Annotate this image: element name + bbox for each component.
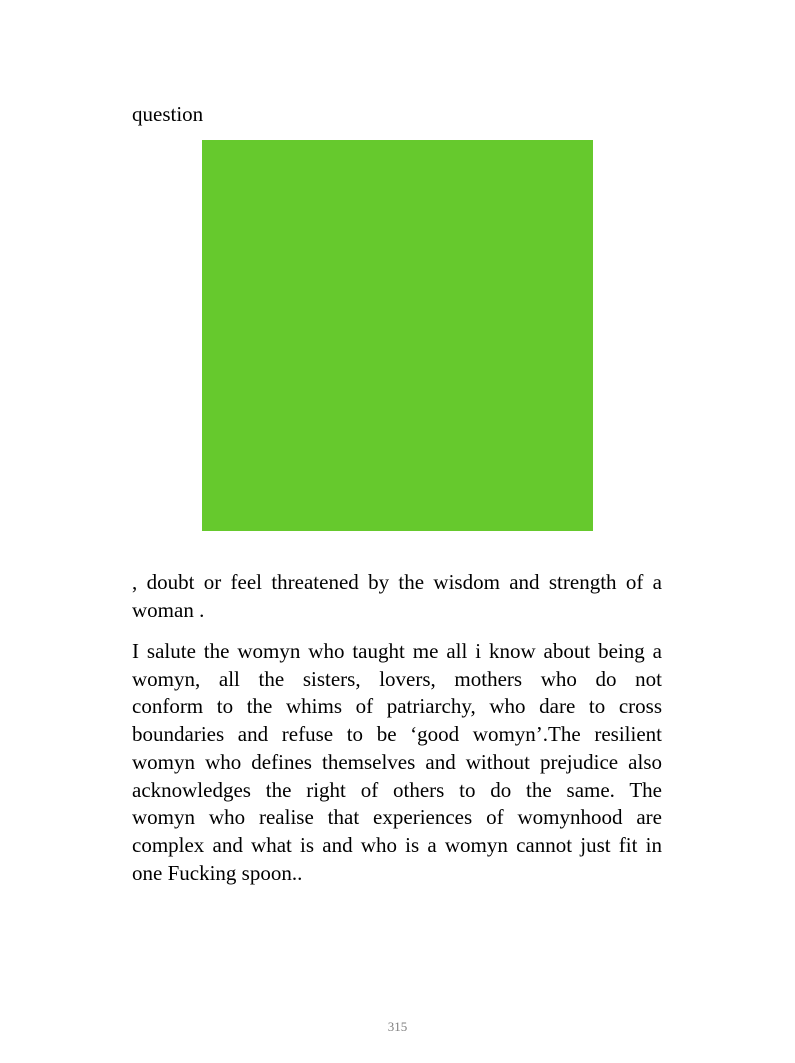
paragraph-2-line: acknowledges the right of others to do the same. The: [132, 777, 662, 802]
paragraph-2-line: womyn who realise that experiences of womynhood are: [132, 805, 662, 830]
paragraph-1: [132, 568, 662, 624]
green-square-image: [202, 140, 593, 531]
paragraph-2-line: I salute the womyn who taught me all i know about being a: [132, 639, 662, 663]
paragraph-2-line: one Fucking spoon..: [132, 860, 303, 885]
paragraph-1-line: , doubt or feel threatened by the wisdom and strength of a: [132, 570, 662, 594]
paragraph-1-line: woman .: [132, 598, 205, 622]
text-fragment-question: question: [132, 102, 204, 126]
paragraph-2-line: womyn, all the sisters, lovers, mothers who do not: [132, 666, 662, 691]
paragraph-2-line: conform to the whims of patriarchy, who dare to cross: [132, 694, 662, 719]
paragraph-2-line: womyn who defines themselves and without prejudice also: [132, 749, 662, 774]
paragraph-2-line: boundaries and refuse to be ‘good womyn’.The resilient: [132, 722, 662, 747]
paragraph-2: [132, 638, 662, 887]
paragraph-2-line: complex and what is and who is a womyn cannot just fit in: [132, 832, 662, 857]
page-number: 315: [387, 1019, 408, 1034]
